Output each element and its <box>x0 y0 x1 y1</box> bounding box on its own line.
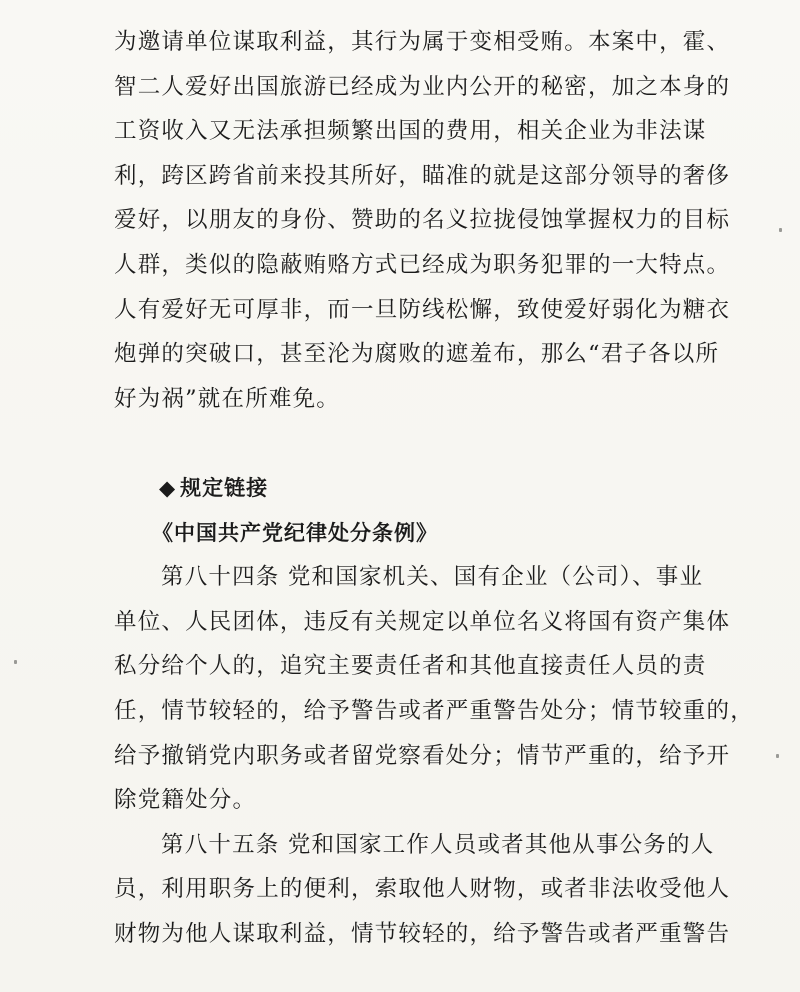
paragraph-1 <box>114 20 731 421</box>
text-line: 智二人爱好出国旅游已经成为业内公开的秘密，加之本身的 <box>114 73 731 100</box>
text-line: 炮弹的突破口，甚至沦为腐败的遮羞布，那么“君子各以所 <box>114 341 720 368</box>
document-body <box>114 20 754 956</box>
text-line: 人群，类似的隐蔽贿赂方式已经成为职务犯罪的一大特点。 <box>114 251 731 278</box>
article-85 <box>114 823 731 957</box>
text-line: 第八十四条 党和国家机关、国有企业（公司）、事业 <box>161 564 704 591</box>
text-line: 员，利用职务上的便利，索取他人财物，或者非法收受他人 <box>114 876 731 903</box>
paragraph-spacer <box>114 421 704 466</box>
text-line: 任，情节较轻的，给予警告或者严重警告处分；情节较重的， <box>114 697 754 724</box>
text-line: 利，跨区跨省前来投其所好，瞄准的就是这部分领导的奢侈 <box>114 162 731 189</box>
section-heading-text: 规定链接 <box>180 475 269 500</box>
text-line: 为邀请单位谋取利益，其行为属于变相受贿。本案中，霍、 <box>114 29 731 55</box>
text-line: 财物为他人谋取利益，情节较轻的，给予警告或者严重警告 <box>114 920 731 947</box>
text-line: 人有爱好无可厚非，而一旦防线松懈，致使爱好弱化为糖衣 <box>114 296 731 323</box>
text-line: 爱好，以朋友的身份、赞助的名义拉拢侵蚀掌握权力的目标 <box>114 207 731 234</box>
scan-speck <box>776 754 779 758</box>
text-line: 除党籍处分。 <box>114 787 257 814</box>
text-line: 好为祸”就在所难免。 <box>114 385 341 412</box>
section-heading <box>114 466 704 511</box>
article-84 <box>114 555 754 823</box>
text-line: 单位、人民团体，违反有关规定以单位名义将国有资产集体 <box>114 608 731 635</box>
scan-speck <box>779 228 782 232</box>
diamond-bullet-icon: ◆ <box>159 475 177 500</box>
scan-speck <box>14 660 17 664</box>
text-line: 第八十五条 党和国家工作人员或者其他从事公务的人 <box>161 831 715 858</box>
regulation-title: 《中国共产党纪律处分条例》 <box>152 520 438 545</box>
text-line: 给予撤销党内职务或者留党察看处分；情节严重的，给予开 <box>114 742 731 769</box>
text-line: 私分给个人的，追究主要责任者和其他直接责任人员的责 <box>114 653 707 680</box>
text-line: 工资收入又无法承担频繁出国的费用，相关企业为非法谋 <box>114 118 707 145</box>
